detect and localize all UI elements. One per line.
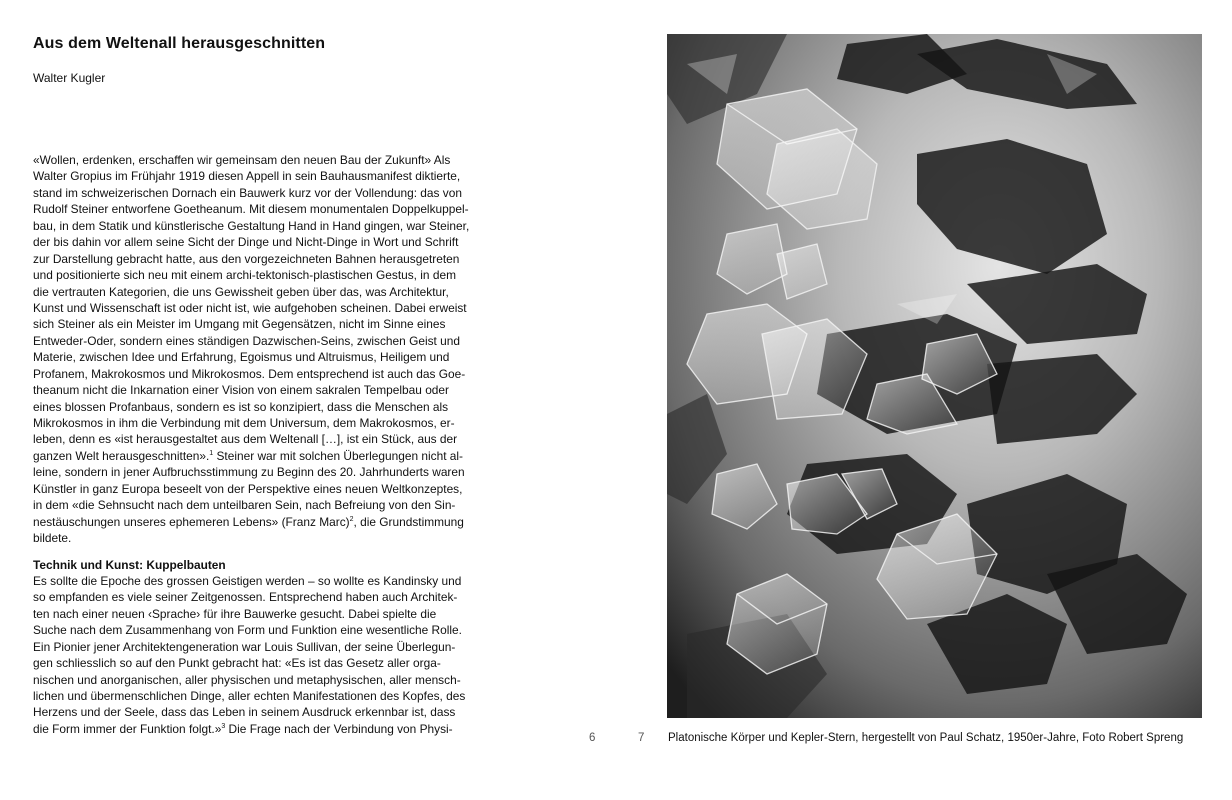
body-line: bildete. xyxy=(33,531,72,546)
section-heading: Technik und Kunst: Kuppelbauten xyxy=(33,557,226,572)
body-line: Suche nach dem Zusammenhang von Form und Funktion eine wesentliche Rolle. xyxy=(33,623,462,638)
body-line: und positionierte sich neu mit einem archi-tektonisch-plastischen Gestus, in dem xyxy=(33,268,456,283)
article-title: Aus dem Weltenall herausgeschnitten xyxy=(33,35,326,52)
body-line: zur Darstellung gebracht hatte, aus den vorgezeichneten Bahnen herausgetreten xyxy=(33,251,460,266)
body-line: Ein Pionier jener Architektengeneration war Louis Sullivan, der seine Überlegun- xyxy=(33,639,456,654)
body-line: bau, in dem Statik und künstlerische Gestaltung Hand in Hand gingen, war Steiner, xyxy=(33,218,470,233)
body-line: nestäuschungen unseres ephemeren Lebens» (Franz Marc)$^2$, die Grundstimmung xyxy=(33,514,464,529)
page-number-left: 6 xyxy=(589,732,596,744)
body-line: Künstler in ganz Europa beseelt von der Perspektive eines neuen Weltkonzeptes, xyxy=(33,481,463,496)
body-line: lichen und übermenschlichen Dinge, aller echten Manifestationen des Kopfes, des xyxy=(33,689,466,703)
body-line: Profanem, Makrokosmos und Mikrokosmos. Dem entsprechend ist auch das Goe- xyxy=(33,366,466,381)
body-line: ten nach einer neuen ‹Sprache› für ihre Bauwerke gesucht. Dabei spielte die xyxy=(33,606,437,621)
footnote-marker: 1 xyxy=(209,449,214,457)
body-line: Walter Gropius im Frühjahr 1919 diesen Appell in sein Bauhausmanifest diktierte, xyxy=(33,169,461,184)
body-line: die vertrauten Kategorien, die uns Gewissheit geben über das, was Architektur, xyxy=(33,284,449,299)
body-line: Entweder-Oder, sondern eines ständigen Dazwischen-Seins, zwischen Geist und xyxy=(33,333,460,348)
photo-platonic-solids xyxy=(667,34,1202,718)
body-line: Kunst und Wissenschaft ist oder nicht ist, wie aufgehoben scheinen. Dabei erweist xyxy=(33,300,467,315)
photo-illustration xyxy=(667,34,1202,718)
body-line: sich Steiner als ein Meister im Umgang mit Gegensätzen, nicht im Sinne eines xyxy=(33,317,446,332)
body-line: Es sollte die Epoche des grossen Geistigen werden – so wollte es Kandinsky und xyxy=(33,573,462,588)
body-line: leine, sondern in jener Aufbruchsstimmung zu Beginn des 20. Jahrhunderts waren xyxy=(33,465,465,480)
footnote-marker: 3 xyxy=(221,722,226,730)
body-line: in dem «die Sehnsucht nach dem unteilbaren Sein, nach Befreiung von den Sin- xyxy=(33,498,456,513)
body-line: theanum nicht die Inkarnation einer Vision von einem sakralen Tempelbau oder xyxy=(33,383,449,398)
body-line: leben, denn es «ist herausgestaltet aus dem Weltenall […], ist ein Stück, aus der xyxy=(33,432,458,447)
article-author: Walter Kugler xyxy=(33,71,106,85)
body-line: die Form immer der Funktion folgt.»$^3$ Die Frage nach der Verbindung von Physi- xyxy=(33,721,453,736)
paragraph-gap xyxy=(33,547,473,557)
body-line: Herzens und der Seele, dass das Leben in seinem Ausdruck erkennbar ist, dass xyxy=(33,705,456,720)
body-line: so empfanden es viele seiner Zeitgenossen. Entsprechend haben auch Architek- xyxy=(33,590,458,605)
body-line: Rudolf Steiner entworfene Goetheanum. Mit diesem monumentalen Doppelkuppel- xyxy=(33,202,469,217)
body-line: Mikrokosmos in ihm die Verbindung mit dem Universum, dem Makrokosmos, er- xyxy=(33,416,455,430)
body-line: «Wollen, erdenken, erschaffen wir gemeinsam den neuen Bau der Zukunft» Als xyxy=(33,153,451,167)
photo-caption: Platonische Körper und Kepler-Stern, hergestellt von Paul Schatz, 1950er-Jahre, Foto Robert Spreng xyxy=(668,732,1184,744)
body-line: eines blossen Profanbaus, sondern es ist so konzipiert, dass die Menschen als xyxy=(33,399,449,414)
footnote-marker: 2 xyxy=(349,515,354,523)
body-line: stand im schweizerischen Dornach ein Bauwerk kurz vor der Vollendung: das von xyxy=(33,185,462,200)
body-line: der bis dahin vor allem seine Sicht der Dinge und Nicht-Dinge in Wort und Schrift xyxy=(33,235,459,250)
page-number-right: 7 xyxy=(638,732,645,744)
body-line: gen schliesslich so auf den Punkt gebracht hat: «Es ist das Gesetz aller orga- xyxy=(33,656,441,671)
article-body xyxy=(33,152,473,737)
body-line: Materie, zwischen Idee und Erfahrung, Egoismus und Altruismus, Heiligem und xyxy=(33,350,450,365)
body-line: ganzen Welt herausgeschnitten».$^1$ Steiner war mit solchen Überlegungen nicht al- xyxy=(33,448,464,463)
body-line: nischen und anorganischen, aller physischen und metaphysischen, aller mensch- xyxy=(33,672,461,687)
